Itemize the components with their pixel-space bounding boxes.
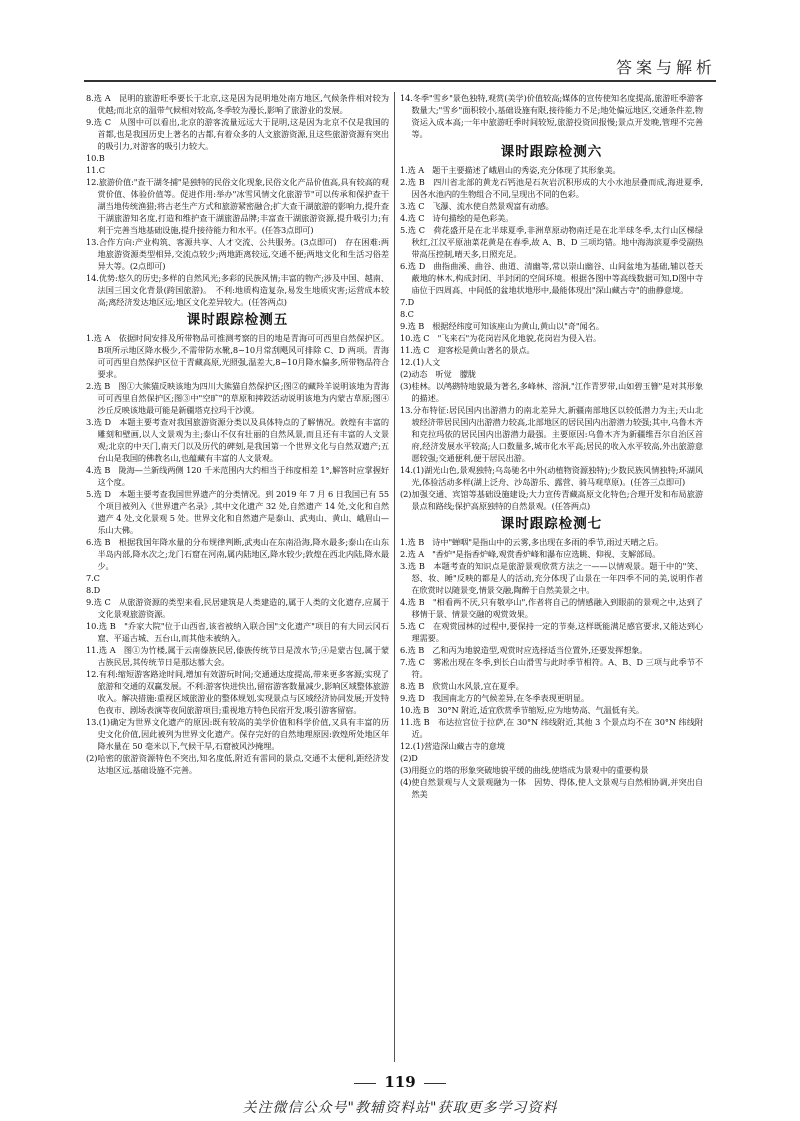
answer-item: 6.选 B 根据我国年降水量的分布规律判断,武夷山在东南沿海,降水最多;泰山在山东半岛内部,降水次之;龙门石窟在河南,属内陆地区,降水较少;敦煌在西北内陆,降水最少。: [86, 537, 389, 571]
left-column: [86, 92, 389, 1064]
answer-item: (2)D: [400, 753, 418, 763]
answer-item: 8.选 B 欣赏山水风景,宜在夏季。: [400, 681, 524, 691]
answer-item: 4.选 B "相看两不厌,只有敬亭山",作者将自己的情感融入到眼前的景观之中,达到了移情于景、情景交融的观赏效果。: [400, 597, 703, 619]
answer-item: 5.选 D 本题主要考查我国世界遗产的分类情况。到 2019 年 7 月 6 日我国已有 55 个项目被列入《世界遗产名录》,其中文化遗产 32 处,自然遗产 14 处,文化和自然遗产 4 处,文化景观 5 处。世界文化和自然遗产是泰山、武夷山、黄山、峨眉山—乐山大佛。: [86, 489, 389, 535]
answer-item: (2)哈密的旅游资源特色不突出,知名度低,附近有雷同的景点,交通不太便利,距经济发达地区远,基础设施不完善。: [86, 753, 389, 775]
answer-item: 1.选 B 诗中"蝉咽"是指山中的云雾,多出现在多雨的季节,雨过天晴之后。: [400, 537, 663, 547]
answer-item: 14.(1)湖光山色,景观独特;乌岛驰名中外(动植物资源独特);少数民族风情独特;环湖风光,体验活动多样(湖上泛舟、沙岛游乐、露营、骑马观草原)。(任答三点即可): [400, 465, 703, 487]
answer-item: 10.选 B "乔家大院"位于山西省,该省被纳入联合国"文化遗产"项目的有大同云冈石窟、平遥古城、五台山,而其他未被纳入。: [86, 621, 389, 643]
answer-item: 11.选 B 布达拉宫位于拉萨,在 30°N 纬线附近,其他 3 个景点均不在 30°N 纬线附近。: [400, 717, 703, 739]
answer-item: 13.分布特征:居民国内出游潜力的南北差异大,新疆南部地区以较低潜力为主;天山北坡经济带居民国内出游潜力较高,北部地区的居民国内出游潜力较强;其中,乌鲁木齐和克拉玛依的居民国内出游潜力最强。主要原因:乌鲁木齐为新疆维吾尔自治区首府,经济发展水平较高;人口数量多,城市化水平高;居民的收入水平较高,外出旅游意愿较强;交通便利,便于居民出游。: [400, 405, 703, 463]
answer-item: 8.选 A 昆明的旅游旺季要长于北京,这是因为昆明地处南方地区,气候条件相对较为优越;而北京的温带气候相对较高,冬季较为漫长,影响了旅游业的发展。: [86, 93, 389, 115]
answer-item: 1.选 A 依据时间安排及所带物品可推测考察的目的地是青海可可西里自然保护区。B项所示地区降水极少,不需带防水靴,8~10月常刮飓风可排除 C、D 两项。青海可可西里自然保护区位于青藏高原,光照强,温差大,8~10月降水偏多,所带物品符合要求。: [86, 333, 389, 379]
answer-item: 10.B: [86, 153, 105, 163]
section-title: 课时跟踪检测七: [500, 516, 603, 532]
answer-item: 11.C: [86, 165, 105, 175]
page-number: 119: [384, 1073, 416, 1091]
answer-item: 4.选 C 诗句描绘的是色彩美。: [400, 213, 514, 223]
answer-item: 5.选 C 荷花盛开是在北半球夏季,非洲草原动物南迁是在北半球冬季,太行山区梯绿秋红,江汉平原油菜花黄是在春季,故 A、B、D 三项均错。地中海海滨夏季受副热带高压控制,晴天多,日照充足。: [400, 225, 703, 259]
answer-item: 3.选 C 飞瀑、流水使自然景观富有动感。: [400, 201, 554, 211]
answer-item: 8.D: [86, 585, 101, 595]
answer-item: 6.选 D 曲指曲溪、曲谷、曲道、清幽等,常以崇山幽谷、山间盆地为基础,辅以苍天蔽地的林木,构成封闭、半封闭的空间环境。根据各图中等高线数据可知,D图中寺庙位于四周高、中间低的盆地状地形中,最能体现出"深山藏古寺"的曲静意境。: [400, 261, 703, 295]
answer-item: 3.选 D 本题主要考查对我国旅游资源分类以及具体特点的了解情况。敦煌有丰富的雕刻和壁画,以人文景观为主;泰山不仅有壮丽的自然风景,而且还有丰富的人文景观;北京的中天门,南天门以及历代的碑刻,是我国第一个世界文化与自然双遗产;五台山是我国的佛教名山,也蕴藏有丰富的人文景观。: [86, 417, 389, 463]
answer-item: (3)用挺立的塔的形象突破地貌平缓的曲线,使塔成为景观中的重要构景: [400, 765, 649, 775]
answer-item: 7.D: [400, 297, 415, 307]
answer-item: (2)加强交通、宾馆等基础设施建设;大力宣传青藏高原文化特色;合理开发和布局旅游景点和路线;保护高原独特的自然景观。(任答两点): [400, 489, 703, 511]
page-number-dash-left: [354, 1083, 376, 1084]
answer-item: 2.选 B 图①大熊猫反映该地为四川大熊猫自然保护区;图②的藏羚羊说明该地为青海可可西里自然保护区;图③中"空旷"的草原和摔跤活动说明该地为内蒙古草原;图④沙丘反映该地最可能是新疆塔克拉玛干沙漠。: [86, 381, 389, 415]
answer-item: 7.C: [86, 573, 100, 583]
header-rule: [84, 80, 716, 82]
answer-item: 12.旅游价值:"查干湖冬捕"是独特的民俗文化现象,民俗文化产品价值高,具有较高的观赏价值、体验价值等。促进作用:举办"冰雪风情文化旅游节"可以传承和保护查干湖当地传统渔猎;将古老生产方式和旅游紧密融合;扩大查干湖旅游的影响力,提升查干湖旅游知名度,打造和维护查干湖旅游品牌;丰富查干湖旅游资源,提升吸引力;有利于完善当地基础设施,提升接待能力和水平。(任答3点即可): [86, 177, 389, 235]
answer-item: 3.选 B 本题考查的知识点是旅游景观欣赏方法之一——以情观景。题干中的"笑、怒、妆、睡"反映的都是人的活动,充分体现了山景在一年四季不同的美,说明作者在欣赏时以随景变,情景交融,陶醉于自然美景之中。: [400, 561, 703, 595]
answer-item: (2)动态 听觉 朦胧: [400, 369, 476, 379]
right-column: [400, 92, 703, 1064]
answer-item: 6.选 B 乙和丙为地貌造型,观赏时应选择适当位置外,还要发挥想象。: [400, 645, 648, 655]
footer-note: 关注微信公众号"教辅资料站"获取更多学习资料: [242, 1100, 558, 1116]
answer-item: (4)使自然景观与人文景观融为一体 因势、得体,使人文景观与自然相协调,并突出自然美: [400, 777, 703, 799]
page-number-block: [0, 1073, 800, 1091]
answer-item: 9.选 C 从旅游资源的类型来看,民居建筑是人类建造的,属于人类的文化遗存,应属于文化景观旅游资源。: [86, 597, 389, 619]
answer-item: 9.选 C 从图中可以看出,北京的游客流量远远大于昆明,这是因为北京不仅是我国的首都,也是我国历史上著名的古都,有着众多的人文旅游资源,且这些旅游资源有突出的吸引力,对游客的吸引力较大。: [86, 117, 389, 151]
answer-item: 11.选 A 图①为竹楼,属于云南傣族民居,傣族传统节日是泼水节;④是蒙古包,属于蒙古族民居,其传统节日是那达慕大会。: [86, 645, 389, 667]
answer-item: 10.选 C "飞来石"为花岗岩风化地貌,花岗岩为侵入岩。: [400, 333, 602, 343]
answer-item: 5.选 C 在观赏园林的过程中,要保持一定的节奏,这样既能满足感官要求,又能达到心理需要。: [400, 621, 703, 643]
answer-item: 12.(1)营造深山藏古寺的意境: [400, 741, 505, 751]
answer-item: 9.选 D 我国南北方的气候差异,在冬季表现更明显。: [400, 693, 589, 703]
answer-item: 7.选 C 雾凇出现在冬季,到长白山滑雪与此时季节相符。A、B、D 三项与此季节不符。: [400, 657, 703, 679]
answer-item: 13.(1)确定为世界文化遗产的原因:既有较高的美学价值和科学价值,又具有丰富的历史文化价值,因此被列为世界文化遗产。保存完好的自然地理原因:敦煌所处地区年降水量在 50 毫米以下,气候干旱,石窟被风沙掩埋。: [86, 717, 389, 751]
answer-item: 9.选 B 根据经纬度可知该座山为黄山,黄山以"奇"闻名。: [400, 321, 604, 331]
page-number-dash-right: [424, 1083, 446, 1084]
answer-item: 2.选 B 四川省北部的黄龙石钙池是石灰岩沉积形成的大小水池层叠而成,海进夏季,因各水池内的生物组合不同,呈现出不同的色彩。: [400, 177, 703, 199]
section-title: 课时跟踪检测五: [186, 312, 289, 328]
answer-item: 11.选 C 迎客松是黄山著名的景点。: [400, 345, 535, 355]
answer-item: 14.冬季"雪乡"景色独特,观赏(美学)价值较高;媒体的宣传使知名度提高,旅游旺季游客数量大;"雪乡"面积较小,基础设施有限,接待能力不足;地处偏远地区,交通条件差,物资运入成本高;一年中旅游旺季时间较短,旅游投资回报慢;景点开发晚,管理不完善等。: [400, 93, 703, 139]
answer-item: 4.选 B 陇海—兰新线两侧 120 千米范围内大约相当于纬度相差 1°,解答时应掌握好这个度。: [86, 465, 389, 487]
header-title: 答案与解析: [615, 58, 716, 77]
answer-item: 12.(1)人文: [400, 357, 441, 367]
section-title: 课时跟踪检测六: [500, 144, 603, 160]
answer-item: 1.选 A 题干主要描述了峨眉山的秀姿,充分体现了其形象美。: [400, 165, 621, 175]
answer-item: 14.优势:悠久的历史;多样的自然风光;多彩的民族风情;丰富的物产;涉及中国、越南、法国三国文化背景(跨国旅游)。 不利:地质构造复杂,易发生地质灾害;运营成本较高;离经济发达地区远;地区文化差异较大。(任答两点): [86, 273, 389, 307]
answer-item: (3)桂林。以鸬鹚特地貌最为著名,多峰林、溶洞,"江作青罗带,山如碧玉簪"是对其形象的描述。: [400, 381, 703, 403]
answer-item: 12.有利:缩短游客路途时间,增加有效游玩时间;交通通达度提高,带来更多客源;实现了旅游和交通的双赢发展。不利:游客快进快出,留宿游客数量减少,影响区域整体旅游收入。解决措施:重视区域旅游业的整体规划,实现景点与区域经济协同发展;开发特色夜市、剧场表演等夜间旅游项目;重视地方特色民宿开发,吸引游客留宿。: [86, 669, 389, 715]
column-divider: [394, 92, 395, 1062]
answer-item: 13.合作方向:产业构筑、客源共享、人才交流、公共服务。(3点即可) 存在困难:两地旅游资源类型相异,交流点较少;两地距离较远,交通不便;两地文化和生活习俗差异大等。(2点即可): [86, 237, 389, 271]
answer-item: 2.选 A "香炉"是指香炉峰,观赏香炉峰和瀑布应选眺、仰视、支解部局。: [400, 549, 661, 559]
answer-item: 8.C: [400, 309, 414, 319]
answer-item: 10.选 B 30°N 附近,适宜欣赏季节缩短,应为地势高、气温低有关。: [400, 705, 645, 715]
